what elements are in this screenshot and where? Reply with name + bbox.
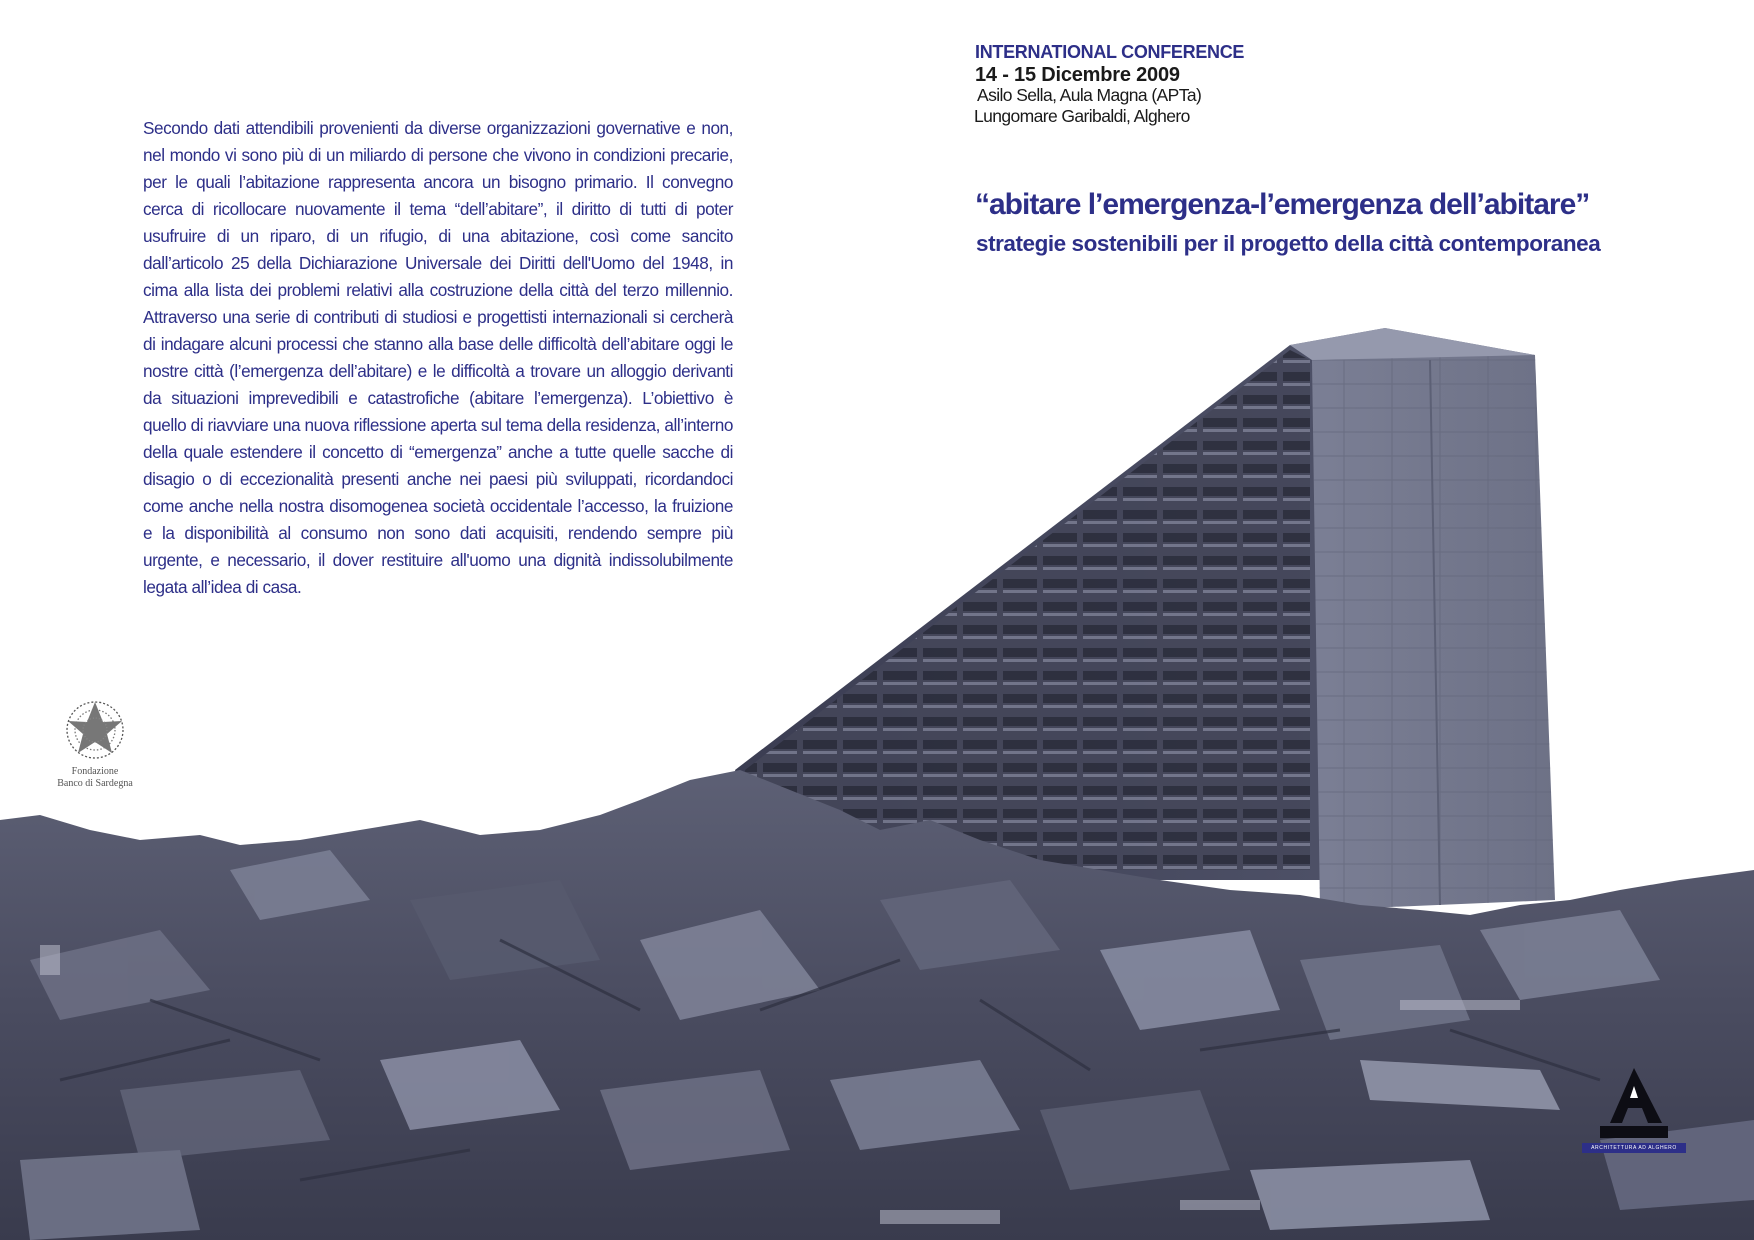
fondazione-caption-line2: Banco di Sardegna xyxy=(57,778,133,789)
fondazione-star-logo-icon xyxy=(60,700,130,760)
fondazione-caption-line1: Fondazione xyxy=(71,766,119,777)
conference-venue: Asilo Sella, Aula Magna (APTa) xyxy=(977,85,1202,105)
conference-date: 14 - 15 Dicembre 2009 xyxy=(975,64,1180,86)
subtitle: strategie sostenibili per il progetto della città contemporanea xyxy=(976,231,1601,256)
school-logo-caption: ARCHITETTURA AD ALGHERO xyxy=(1582,1143,1686,1153)
conference-address: Lungomare Garibaldi, Alghero xyxy=(974,106,1190,126)
conference-label: INTERNATIONAL CONFERENCE xyxy=(975,42,1245,62)
intro-paragraph: Secondo dati attendibili provenienti da diverse organizzazioni governative e non, nel mondo vi sono più di un miliardo di persone che vivono in condizioni precarie, per le quali l’abitazione rappresenta ancora un bisogno primario. Il convegno cerca di ricollocare nuovamente il tema “dell’abitare”, il diritto di tutti di poter usufruire di un riparo, di un rifugio, di una abitazione, così come sancito dall’articolo 25 della Dichiarazione Universale dei Diritti dell'Uomo del 1948, in cima alla lista dei problemi relativi alla costruzione della città del terzo millennio. Attraverso una serie di contributi di studiosi e progettisti internazionali si cercherà di indagare alcuni processi che stanno alla base delle difficoltà dell’abitare oggi le nostre città (l’emergenza dell’abitare) e le difficoltà a trovare un alloggio derivanti da situazioni imprevedibili e catastrofiche (abitare l’emergenza). L’obiettivo è quello di riavviare una nuova riflessione aperta sul tema della residenza, all’interno della quale estendere il concetto di “emergenza” anche a tutte quelle sacche di disagio o di eccezionalità presenti anche nei paesi più sviluppati, ricordandoci come anche nella nostra disomogenea società occidentale l’accesso, la fruizione e la disponibilità al consumo non sono dati acquisiti, rendendo sempre più urgente, e necessario, il dover restituire all'uomo una dignità indissolubilmente legata all’idea di casa. xyxy=(143,118,733,597)
main-title: “abitare l’emergenza-l’emergenza dell’abitare” xyxy=(975,188,1590,221)
fondazione-caption xyxy=(40,766,150,790)
